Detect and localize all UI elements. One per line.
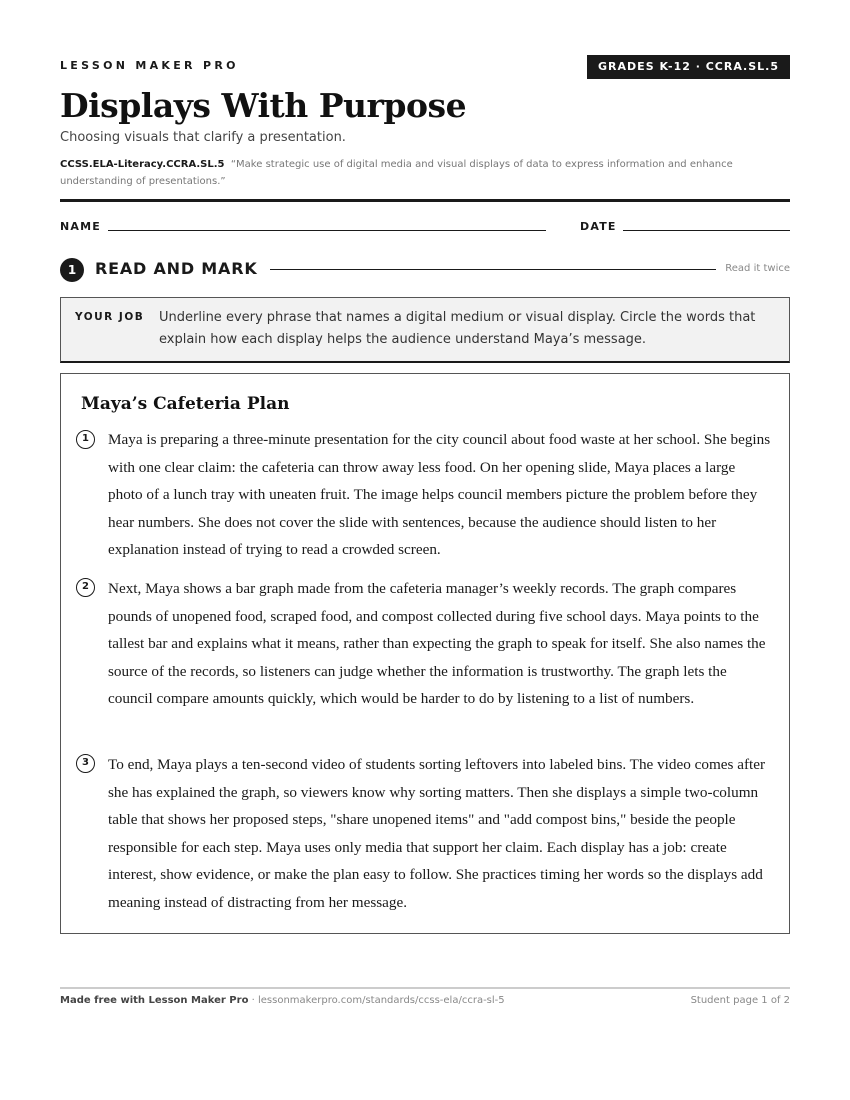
page-subtitle: Choosing visuals that clarify a presentation.	[60, 130, 346, 145]
grade-badge: GRADES K-12 · CCRA.SL.5	[587, 55, 790, 79]
section-divider	[270, 269, 716, 270]
brand-name: LESSON MAKER PRO	[60, 59, 239, 72]
passage-title: Maya’s Cafeteria Plan	[81, 394, 290, 414]
footer-divider	[60, 987, 790, 989]
passage-paragraph: To end, Maya plays a ten-second video of students sorting leftovers into labeled bins. The video comes after she has explained the graph, so viewers know why sorting matters. Then she displays a simple two-column table that shows her proposed steps, "share unopened items" and "add compost bins," beside the people responsible for each step. Maya uses only media that support her claim. Each display has a job: create interest, show evidence, or make the plan easy to follow. She practices timing her words so the displays add meaning instead of distracting from her message.	[108, 756, 766, 911]
section-number-badge: 1	[60, 258, 84, 282]
header-divider	[60, 199, 790, 202]
footer-credit	[60, 995, 505, 1006]
name-label: NAME	[60, 220, 101, 233]
instructions-text: Underline every phrase that names a digital medium or visual display. Circle the words that explain how each display helps the audience understand Maya’s message.	[159, 310, 756, 347]
paragraph-number: 3	[76, 754, 95, 773]
standard-code: CCSS.ELA-Literacy.CCRA.SL.5	[60, 159, 225, 170]
instructions-label: YOUR JOB	[75, 311, 145, 323]
date-field[interactable]	[623, 230, 790, 231]
section-hint: Read it twice	[725, 263, 790, 274]
paragraph-number: 2	[76, 578, 95, 597]
footer-made-with: Made free with Lesson Maker Pro	[60, 995, 249, 1006]
paragraph-number: 1	[76, 430, 95, 449]
passage-paragraph: Maya is preparing a three-minute presentation for the city council about food waste at her school. She begins with one clear claim: the cafeteria can throw away less food. On her opening slide, Maya places a large photo of a lunch tray with uneaten fruit. The image helps council members picture the problem before they hear numbers. She does not cover the slide with sentences, because the audience should listen to her explanation instead of trying to read a crowded screen.	[108, 431, 771, 559]
passage-paragraph: Next, Maya shows a bar graph made from the cafeteria manager’s weekly records. The graph compares pounds of unopened food, scraped food, and compost collected during five school days. Maya points to the tallest bar and explains what it means, rather than expecting the graph to speak for itself. She also names the source of the records, so listeners can judge whether the information is trustworthy. The graph lets the council compare amounts quickly, which would be harder to do by listening to a list of numbers.	[108, 580, 766, 708]
page-title: Displays With Purpose	[60, 86, 467, 125]
section-title: READ AND MARK	[95, 259, 258, 278]
date-label: DATE	[580, 220, 617, 233]
standard-statement	[60, 156, 760, 190]
footer-url[interactable]: lessonmakerpro.com/standards/ccss-ela/ccra-sl-5	[257, 995, 505, 1006]
footer-separator: ·	[248, 995, 258, 1006]
instructions-box	[60, 297, 790, 363]
name-field[interactable]	[108, 230, 546, 231]
standard-text: “Make strategic use of digital media and visual displays of data to express information and enhance understanding of presentations.”	[60, 159, 733, 187]
page-indicator: Student page 1 of 2	[690, 995, 790, 1006]
reading-passage	[60, 373, 790, 934]
